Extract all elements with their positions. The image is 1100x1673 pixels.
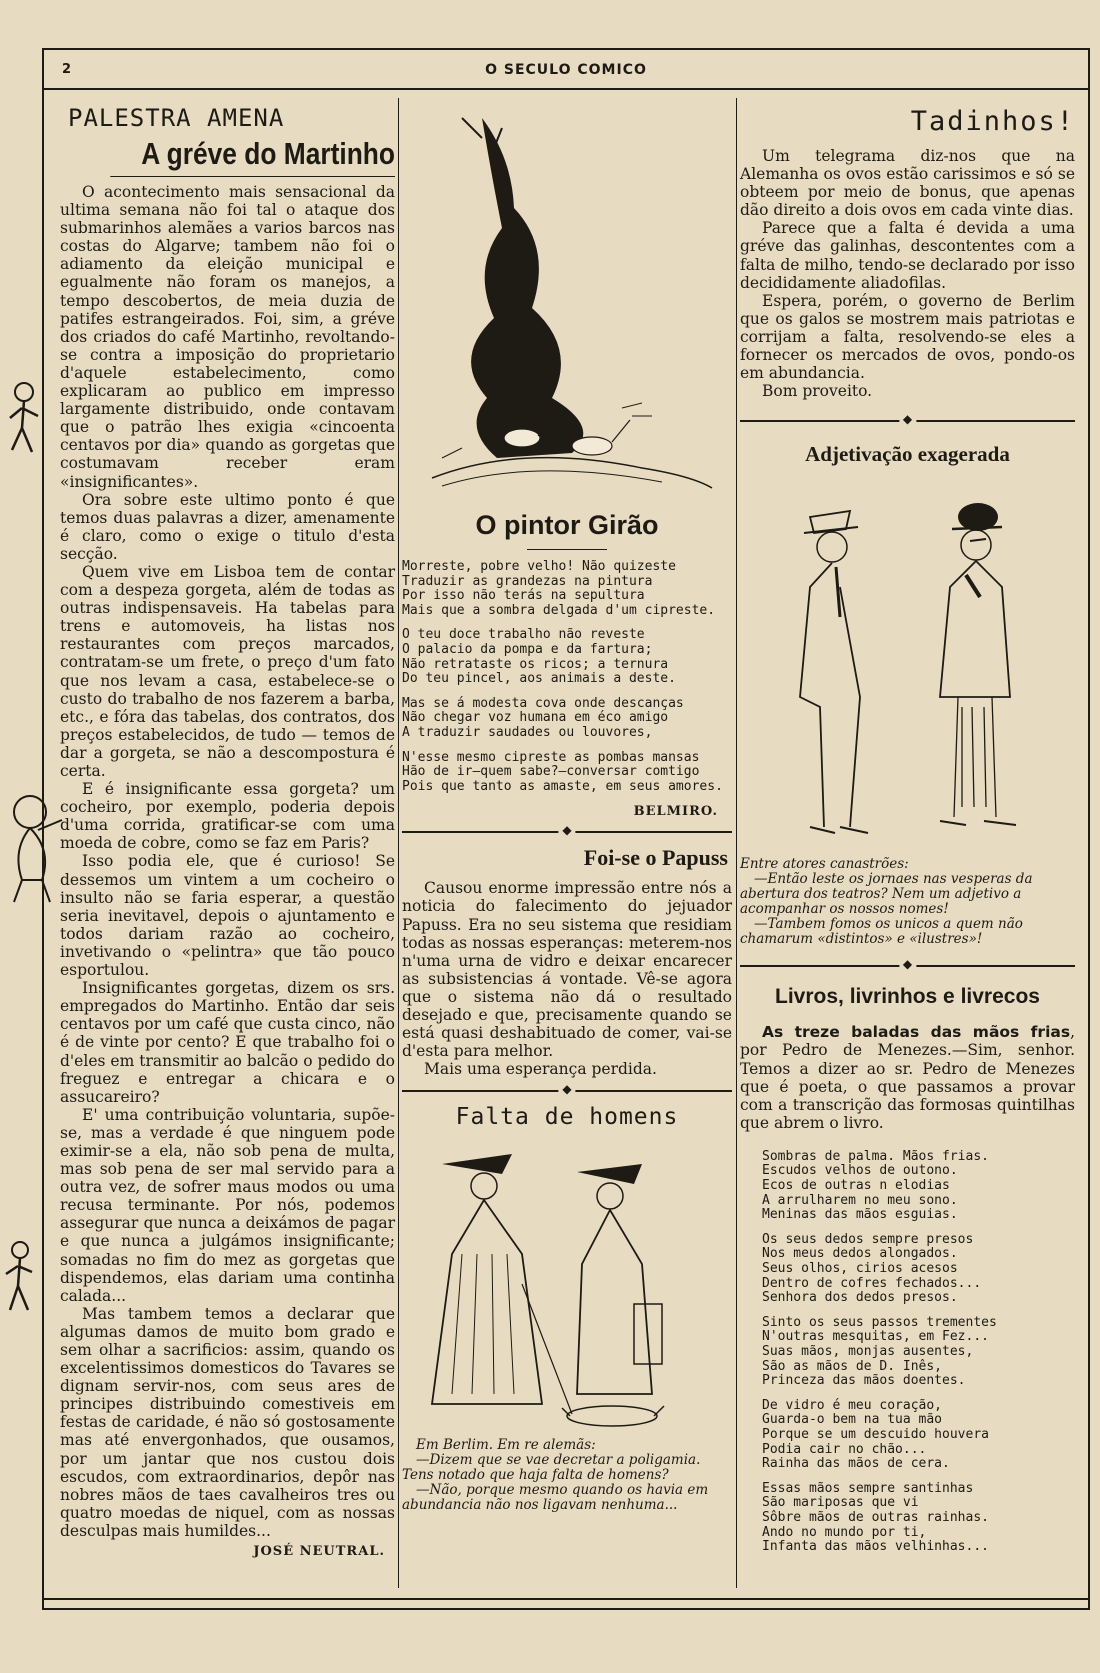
papuss-paragraph: Causou enorme impressão entre nós a noticia do falecimento do jejuador Papuss. Era no seu sistema que residiam todas as nossas esperanças: meterem-nos n'uma urna de vidro e deixar encarecer as subsistencias á vontade. Vê-se agora que o sistema não dá o resultado desejado e que, precisamente quando se está quasi deshabituado de comer, vai-se d'esta para melhor. [402,879,732,1061]
article-paragraph: Isso podia ele, que é curioso! Se dessemos um vintem a um cocheiro o insulto não se faria esperar, a questão seria inevitavel, depois o ajuntamento e todos dariam razão ao cocheiro, invetivando o «pelintra» que tão pouco esportulou. [60,852,395,980]
poem-stanza: Sinto os seus passos trementes N'outras mesquitas, em Fez... Suas mãos, monjas ausentes, São as mãos de D. Inês, Princeza das mãos doentes. [762,1314,997,1389]
article-paragraph: E é insignificante essa gorgeta? um cocheiro, por exemplo, poderia depois d'uma corrida, gratificar-se com uma moeda de cobre, como se faz em Paris? [60,780,395,853]
column-2 [402,98,732,1513]
article-signature: JOSÉ NEUTRAL. [253,1544,385,1560]
tadinhos-paragraph: Bom proveito. [762,382,873,401]
footer-rule [42,1598,1090,1600]
title-rule [527,549,607,550]
livros-lead-text: , por Pedro de Menezes.—Sim, senhor. Temos a dizer ao sr. Pedro de Menezes que é poeta, o que passamos a provar com a transcrição das formosas quintilhas que abrem o livro. [740,1023,1075,1132]
header-rule [42,88,1090,90]
papuss-title: Foi-se o Papuss [583,845,728,871]
tadinhos-title: Tadinhos! [910,106,1075,137]
ornament-divider [740,961,1075,971]
page-header [42,56,1090,86]
poem-stanza: N'esse mesmo cipreste as pombas mansas Hão de ir—quem sabe?—conversar comtigo Pois que tanto as amaste, em seus amores. [402,749,723,794]
column-3 [740,98,1075,1565]
article-paragraph: O acontecimento mais sensacional da ultima semana não foi tal o ataque dos submarinhos alemães a varios barcos nas costas do Algarve; tambem não foi o adiamento da eleição municipal e egualmente não foram os manejos, a tempo descobertos, de meia duzia de patifes estrangeirados. Foi, sim, a gréve dos criados do café Martinho, revoltando-se contra a imposição do proprietario d'aquele estabelecimento, como explicaram ao publico em impresso largamente distribuido, onde contavam que o patrão lhes exigia «cincoenta centavos por dia» quando as gorgetas que costumavam receber eram «insignificantes». [60,183,395,491]
paper-title: O SECULO COMICO [485,62,647,78]
caption-line: —Dizem que se vae decretar a poligamia. Tens notado que haja falta de homens? [402,1452,701,1484]
margin-doodle-small-icon [2,1238,42,1318]
caption-line: —Não, porque mesmo quando os havia em abundancia não nos ligavam nenhuma... [402,1482,709,1514]
poem-stanza: De vidro é meu coração, Guarda-o bem na tua mão Porque se um descuido houvera Podia cair no chão... Rainha das mãos de cera. [762,1397,989,1472]
column-divider-left [398,98,399,1588]
caption-line: —Então leste os jornaes nas vesperas da abertura dos teatros? Nem um adjetivo a acompanhar os nossos nomes! [740,871,1033,918]
two-actors-illustration [740,477,1075,847]
falta-caption [402,1438,732,1513]
article-paragraph: Ora sobre este ultimo ponto é que temos duas palavras a dizer, amenamente é claro, como o exige o titulo d'esta secção. [60,490,395,563]
article-paragraph: Insignificantes gorgetas, dizem os srs. empregados do Martinho. Então dar seis centavos por um café que custa cinco, não é de vinte por cento? E que trabalho foi o d'eles em transmitir ao balcão o pedido do freguez e entregar a chicara e o assucareiro? [60,979,395,1106]
poem-stanza: Essas mãos sempre santinhas São mariposas que vi Sôbre mãos de outras rainhas. Ando no mundo por ti, Infanta das mãos velhinhas... [762,1480,989,1555]
article-title: A gréve do Martinho [110,136,395,177]
adjetivacao-title: Adjetivação exagerada [805,442,1010,467]
column-divider-right [736,98,737,1588]
poem-signature: BELMIRO. [633,804,718,820]
caption-line: Entre atores canastrões: [740,856,909,873]
caption-line: Em Berlim. Em re alemãs: [416,1437,596,1454]
tadinhos-paragraph: Parece que a falta é devida a uma gréve das galinhas, descontentes com a falta de milho, tendo-se declarado por isso decididamente aliadofilas. [740,219,1075,292]
article-paragraph: E' uma contribuição voluntaria, supõe-se, mas a verdade é que ninguem pode eximir-se a ela, não sob pena de multa, mas sob pena de ser mal servido para a outra vez, de sofrer maus modos ou uma recusa terminante. Por nós, podemos assegurar que nunca a deixámos de pagar e que nunca a julgámos insignificante; somadas no fim do mez as gorgetas que dispendemos, elas dariam uma continha calada... [60,1105,395,1305]
poem-stanza: Mas se á modesta cova onde descanças Não chegar voz humana em éco amigo A traduzir saudades ou louvores, [402,695,684,740]
book-title: As treze baladas das mãos frias [762,1023,1071,1042]
ornament-divider [402,827,732,837]
livros-paragraph [740,1023,1075,1132]
book-poem [762,1150,1075,1555]
papuss-paragraph: Mais uma esperança perdida. [424,1060,657,1079]
tadinhos-paragraph: Espera, porém, o governo de Berlim que os galos se mostrem mais patriotas e corrijam a falta, resolvendo-se eles a fornecer os mercados de ovos, pondo-os em abundancia. [740,291,1075,383]
ornament-divider [402,1086,732,1096]
two-women-illustration [402,1134,732,1434]
article-paragraph: Mas tambem temos a declarar que algumas damos de muito bom grado e sem olhar a sacrificios: assim, quando os excelentissimos domesticos do Tavares se dignam servir-nos, com seus ares de principes distribuindo comestiveis em festas de caridade, é não só gostosamente mas até envergonhados, que ousamos, por um jantar que nos custou dois escudos, com extraordinarios, depôr nas nobres mãos de taes cavalheiros tres ou quatro moedas de niquel, com as nossas desculpas mais humildes... [60,1304,395,1540]
article-paragraph: Quem vive em Lisboa tem de contar com a despeza gorgeta, além de todas as outras indispensaveis. Ha tabelas para trens e automoveis, ha listas nos restaurantes com preços marcados, contratam-se um frete, o preço d'um fato que nos levam a casa, estabelece-se o custo do trabalho de nos fazerem a barba, etc., e fóra das tabelas, dos contratos, dos preços estabelecidos, de tudo — temos de dar a gorgeta, se não a descompostura é certa. [60,562,395,780]
tadinhos-paragraph: Um telegrama diz-nos que na Alemanha os ovos estão carissimos e só se obteem por meio de bonus, que apenas dão direito a dois ovos em cada vinte dias. [740,147,1075,220]
adjetivacao-caption [740,857,1075,947]
caption-line: —Tambem fomos os unicos a quem não chamarum «distintos» e «ilustres»! [740,916,1023,948]
poem-stanza: Os seus dedos sempre presos Nos meus dedos alongados. Seus olhos, cirios acesos Dentro de cofres fechados... Senhora dos dedos presos. [762,1231,982,1306]
cypress-tree-illustration [402,98,732,498]
section-tag: PALESTRA AMENA [68,104,285,132]
column-1 [60,98,395,1559]
poem-stanza: Morreste, pobre velho! Não quizeste Traduzir as grandezas na pintura Por isso não terás na sepultura Mais que a sombra delgada d'um cipreste. [402,559,716,618]
page-number: 2 [62,62,72,77]
livros-title: Livros, livrinhos e livrecos [775,985,1040,1009]
falta-title: Falta de homens [455,1104,679,1131]
poem-title: O pintor Girão [475,510,659,540]
poem-stanza: Sombras de palma. Mãos frias. Escudos velhos de outono. Ecos de outras n elodias A arrulharem no meu sono. Meninas das mãos esguias. [762,1148,989,1223]
margin-doodle-figure-icon [2,378,50,458]
ornament-divider [740,416,1075,426]
poem-stanza: O teu doce trabalho não reveste O palacio da pompa e da fartura; Não retrataste os ricos; a ternura Do teu pincel, aos animais a deste. [402,627,676,687]
